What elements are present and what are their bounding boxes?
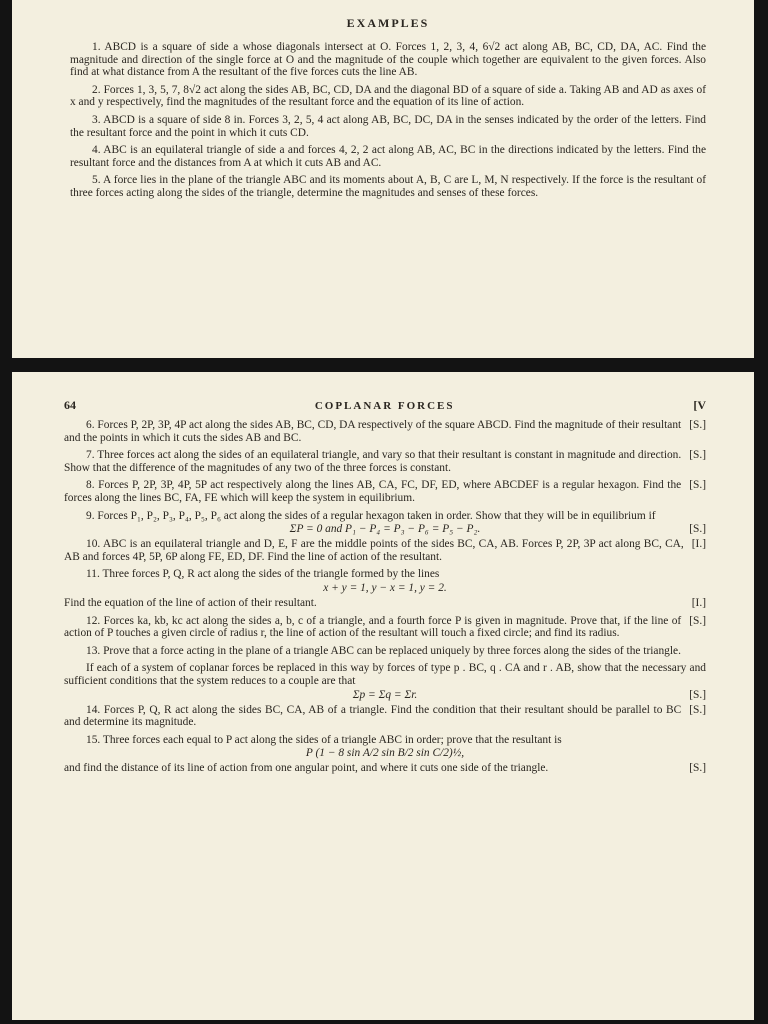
example-text: 8. Forces P, 2P, 3P, 4P, 5P act respectively along the lines AB, CA, FC, DF, ED, where ABCDEF is a regular hexagon. Find the forces along the lines BC, FA, FE which will keep the system in equilibrium. (64, 479, 682, 504)
source-ref: [I.] (691, 596, 706, 609)
example-text: 12. Forces ka, kb, kc act along the sides a, b, c of a triangle, and a fourth force P is given in magnitude. Prove that, if the line of action of P touches a given circle of radius r, the line of action of the resultant will touch a fixed circle; and find its radius. (64, 614, 682, 640)
example-9: 9. Forces P₁, P₂, P₃, P₄, P₅, P₆ act along the sides of a regular hexagon taken in order. Show that they will be in equilibrium if (86, 509, 656, 522)
example-15-continued (64, 762, 706, 775)
source-ref: [I.] (691, 538, 706, 551)
example-text: Find the equation of the line of action of their resultant. (64, 596, 317, 609)
example-3: 3. ABCD is a square of side 8 in. Forces 3, 2, 5, 4 act along AB, BC, DC, DA in the senses indicated by the order of the letters. Find the resultant force and the point in which it cuts CD. (70, 113, 706, 139)
examples-heading: EXAMPLES (346, 16, 430, 30)
example-text: 14. Forces P, Q, R act along the sides BC, CA, AB of a triangle. Find the condition that their resultant should be parallel to BC and determine its magnitude. (64, 703, 682, 729)
source-ref: [S.] (689, 614, 706, 627)
source-ref: [S.] (689, 688, 706, 701)
source-ref: [S.] (689, 479, 706, 492)
example-13-part-b: If each of a system of coplanar forces be replaced in this way by forces of type p . BC, q . CA and r . AB, show that the necessary and sufficient conditions that the system reduces to a couple are that (64, 662, 706, 687)
example-11-continued (64, 597, 706, 610)
chapter-mark: [V (693, 398, 706, 412)
equation-9 (64, 523, 706, 536)
equation-text: Σp = Σq = Σr. (352, 688, 418, 701)
example-text: 7. Three forces act along the sides of an equilateral triangle, and vary so that their resultant is constant in magnitude and direction. Show that the difference of the magnitudes of any two of the three forces is constant. (64, 449, 682, 474)
example-4: 4. ABC is an equilateral triangle of side a and forces 4, 2, 2 act along AB, AC, BC in the directions indicated by the letters. Find the resultant force and the distances from A at which it cuts AB and AC. (70, 144, 706, 169)
example-10 (64, 538, 706, 563)
example-8 (64, 479, 706, 504)
equation-11: x + y = 1, y − x = 1, y = 2. (323, 581, 447, 594)
example-text: and find the distance of its line of action from one angular point, and where it cuts one side of the triangle. (64, 762, 549, 775)
source-ref: [S.] (689, 703, 706, 716)
equation-15: P (1 − 8 sin A/2 sin B/2 sin C/2)½, (305, 747, 465, 760)
source-ref: [S.] (689, 419, 706, 431)
example-7 (64, 449, 706, 474)
example-6 (64, 419, 706, 444)
example-12 (64, 615, 706, 640)
example-14 (64, 704, 706, 729)
example-text: 10. ABC is an equilateral triangle and D, E, F are the middle points of the sides BC, CA, AB. Forces P, 2P, 3P act along BC, CA, AB and forces 4P, 5P, 6P along FE, ED, DF. Find the line of action of the resultant. (64, 538, 684, 563)
source-ref: [S.] (689, 523, 706, 536)
running-title: COPLANAR FORCES (314, 400, 455, 412)
example-11: 11. Three forces P, Q, R act along the sides of the triangle formed by the lines (86, 568, 440, 581)
upper-page (12, 0, 754, 358)
source-ref: [S.] (689, 762, 706, 775)
source-ref: [S.] (689, 449, 706, 462)
example-5: 5. A force lies in the plane of the triangle ABC and its moments about A, B, C are L, M, N respectively. If the force is the resultant of three forces acting along the sides of the triangle, determine the magnitudes and senses of these forces. (70, 174, 706, 199)
example-13: 13. Prove that a force acting in the plane of a triangle ABC can be replaced uniquely by three forces along the sides of the triangle. (86, 644, 681, 657)
equation-text: ΣP = 0 and P₁ − P₄ = P₃ − P₆ = P₅ − P₂. (289, 523, 481, 536)
example-text: 6. Forces P, 2P, 3P, 4P act along the sides AB, BC, CD, DA respectively of the square ABCD. Find the magnitude of their resultant and the points in which it cuts the sides AB and BC. (64, 419, 682, 444)
example-2: 2. Forces 1, 3, 5, 7, 8√2 act along the sides AB, BC, CD, DA and the diagonal BD of a square of side a. Taking AB and AD as axes of x and y respectively, find the magnitudes of the resultant force and the equation of its line of action. (70, 83, 706, 109)
running-header (64, 398, 706, 413)
equation-13 (64, 689, 706, 702)
example-1: 1. ABCD is a square of side a whose diagonals intersect at O. Forces 1, 2, 3, 4, 6√2 act along AB, BC, CD, DA, AC. Find the magnitude and direction of the single force at O and the magnitude of the couple which together are equivalent to the given forces. Also find at what distance from A the resultant of the five forces cuts the line AB. (70, 41, 706, 79)
lower-page (12, 372, 754, 1020)
example-15: 15. Three forces each equal to P act along the sides of a triangle ABC in order; prove that the resultant is (86, 733, 562, 746)
page-number: 64 (64, 398, 76, 412)
